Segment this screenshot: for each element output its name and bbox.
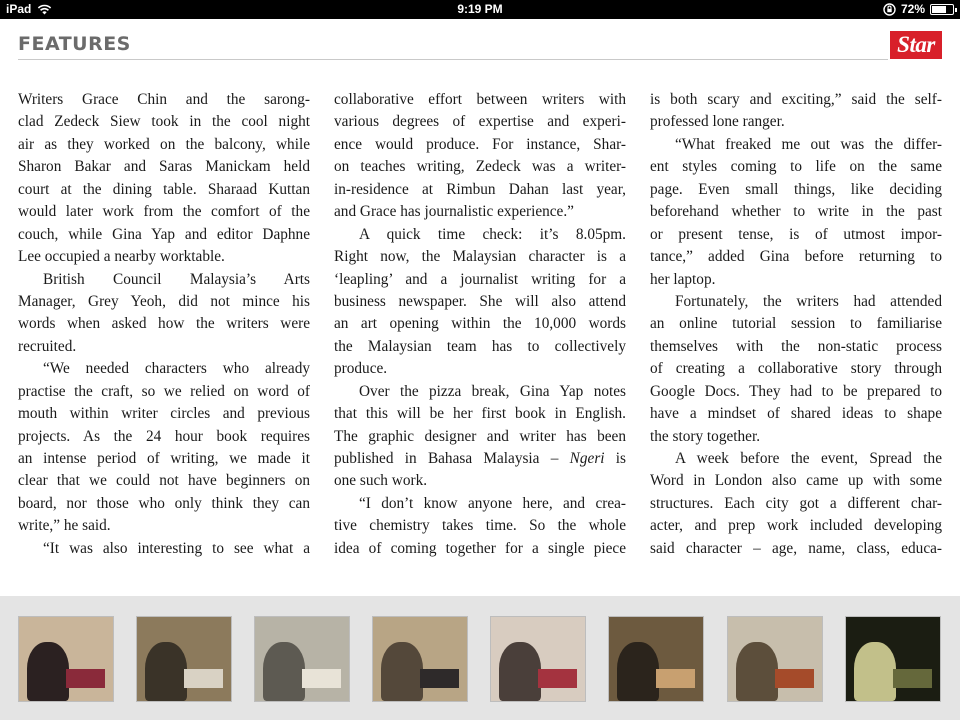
article-line: board, nor those who only think they can	[18, 494, 310, 512]
article-line: on teaches writing, Zedeck was a writer-	[334, 158, 626, 176]
photo-figure	[499, 642, 541, 701]
photo-laptop	[656, 669, 695, 687]
article-line: Word in London also came up with some	[650, 472, 942, 490]
article-line: ence would produce. For instance, Shar-	[334, 135, 626, 153]
orientation-lock-icon	[883, 3, 896, 16]
article-column-2	[334, 89, 626, 560]
battery-level	[932, 6, 946, 13]
article-line: is both scary and exciting,” said the self-	[650, 91, 942, 108]
article-line: the Malaysian team has to collectively	[334, 337, 626, 355]
article-line: produce.	[334, 360, 388, 378]
article-line: collaborative effort between writers with	[334, 91, 626, 108]
photo-figure	[27, 642, 69, 701]
article-line: the story together.	[650, 427, 761, 445]
article-line: words when asked how the writers were	[18, 315, 310, 333]
article-line: Writers Grace Chin and the sarong-	[18, 91, 310, 108]
article-column-1	[18, 89, 310, 560]
article-line: ent styles coming to life on the same	[650, 158, 942, 176]
article-line: an art opening within the 10,000 words	[334, 315, 626, 333]
photo-laptop	[302, 669, 341, 687]
article-line: professed lone ranger.	[650, 113, 785, 131]
photo-thumbnail[interactable]	[845, 616, 941, 702]
article-line: Lee occupied a nearby worktable.	[18, 248, 225, 266]
article-line: tive chemistry takes time. So the whole	[334, 517, 626, 535]
battery-percent: 72%	[900, 2, 925, 16]
article-line: themselves with the non-static process	[650, 337, 942, 355]
photo-thumbnail-strip	[0, 596, 960, 720]
article-line: mouth within writer circles and previous	[18, 405, 310, 423]
status-time: 9:19 PM	[457, 2, 503, 16]
photo-laptop	[66, 669, 105, 687]
article-line: structures. Each city got a different char-	[650, 494, 942, 512]
article-line: would later work from the comfort of the	[18, 203, 310, 221]
article-line: “It was also interesting to see what a	[43, 539, 310, 557]
article-line: Manager, Grey Yeoh, did not mince his	[18, 292, 310, 310]
article-line: have a mindset of shared ideas to shape	[650, 405, 942, 423]
battery-icon	[930, 4, 954, 15]
article-line: Google Docs. They had to be prepared to	[650, 382, 942, 400]
article-line: Over the pizza break, Gina Yap notes	[359, 382, 626, 400]
photo-figure	[617, 642, 659, 701]
article-line: in-residence at Rimbun Dahan last year,	[334, 180, 626, 198]
photo-thumbnail[interactable]	[18, 616, 114, 702]
article-line: said character – age, name, class, educa-	[650, 539, 942, 557]
photo-laptop	[184, 669, 223, 687]
photo-thumbnail[interactable]	[254, 616, 350, 702]
article-line: clear that we could not have beginners on	[18, 472, 310, 490]
article-line: recruited.	[18, 337, 77, 355]
photo-thumbnail[interactable]	[490, 616, 586, 702]
page-header	[18, 30, 942, 60]
article-line: one such work.	[334, 472, 428, 490]
article-line: various degrees of expertise and experi-	[334, 113, 626, 131]
photo-figure	[736, 642, 778, 701]
photo-figure	[263, 642, 305, 701]
photo-figure	[381, 642, 423, 701]
article-line: Right now, the Malaysian character is a	[334, 248, 626, 266]
photo-laptop	[420, 669, 459, 687]
article-column-3	[650, 89, 942, 560]
article-line: “We needed characters who already	[43, 360, 310, 378]
photo-laptop	[893, 669, 932, 687]
article-line: and Grace has journalistic experience.”	[334, 203, 574, 221]
article-line: acter, and prep work included developing	[650, 517, 942, 535]
section-title: FEATURES	[18, 33, 131, 55]
article-line: Fortunately, the writers had attended	[675, 292, 942, 310]
photo-thumbnail[interactable]	[727, 616, 823, 702]
article-line: projects. As the 24 hour book requires	[18, 427, 310, 445]
header-divider	[18, 59, 888, 60]
device-name: iPad	[6, 2, 32, 16]
article-line: write,” he said.	[18, 517, 111, 535]
article-line: of creating a collaborative story through	[650, 360, 942, 378]
article-line: air as they worked on the balcony, while	[18, 135, 310, 153]
article-line: Sharon Bakar and Saras Manickam held	[18, 158, 310, 176]
photo-figure	[145, 642, 187, 701]
article-line: court at the dining table. Sharaad Kuttan	[18, 180, 310, 198]
photo-thumbnail[interactable]	[136, 616, 232, 702]
article-line: an intense period of writing, we made it	[18, 450, 310, 467]
article-line: practise the craft, so we relied on word of	[18, 382, 310, 400]
article-line: idea of coming together for a single piece	[334, 539, 626, 557]
photo-thumbnail[interactable]	[372, 616, 468, 702]
article-line: page. Even small things, like deciding	[650, 180, 942, 198]
article-line: couch, while Gina Yap and editor Daphne	[18, 225, 310, 243]
article-line: A quick time check: it’s 8.05pm.	[359, 225, 626, 243]
article-line: British Council Malaysia’s Arts	[43, 270, 310, 288]
article-line: beforehand whether to write in the past	[650, 203, 942, 221]
photo-thumbnail[interactable]	[608, 616, 704, 702]
article-line: an online tutorial session to familiarise	[650, 315, 942, 333]
article-line: business newspaper. She will also attend	[334, 292, 626, 310]
status-right	[883, 2, 954, 16]
article-line: or present tense, is of utmost impor-	[650, 225, 942, 243]
article-line: ‘leapling’ and a journalist writing for a	[334, 270, 626, 288]
article-line: A week before the event, Spread the	[675, 450, 942, 467]
article-line: The graphic designer and writer has been	[334, 427, 626, 445]
article-line: her laptop.	[650, 270, 716, 288]
book-title: Ngeri	[569, 450, 605, 467]
photo-laptop	[538, 669, 577, 687]
article-line: tance,” added Gina before returning to	[650, 248, 942, 266]
photo-figure	[854, 642, 896, 701]
article-line: that this will be her first book in English.	[334, 405, 626, 423]
article-line: “I don’t know anyone here, and crea-	[359, 494, 626, 512]
photo-laptop	[775, 669, 814, 687]
article-line: “What freaked me out was the differ-	[675, 135, 942, 153]
star-logo[interactable]: Star	[890, 31, 942, 59]
status-bar	[0, 0, 960, 19]
article-line: clad Zedeck Siew took in the cool night	[18, 113, 310, 131]
article-line: published in Bahasa Malaysia – Ngeri is	[334, 450, 626, 467]
